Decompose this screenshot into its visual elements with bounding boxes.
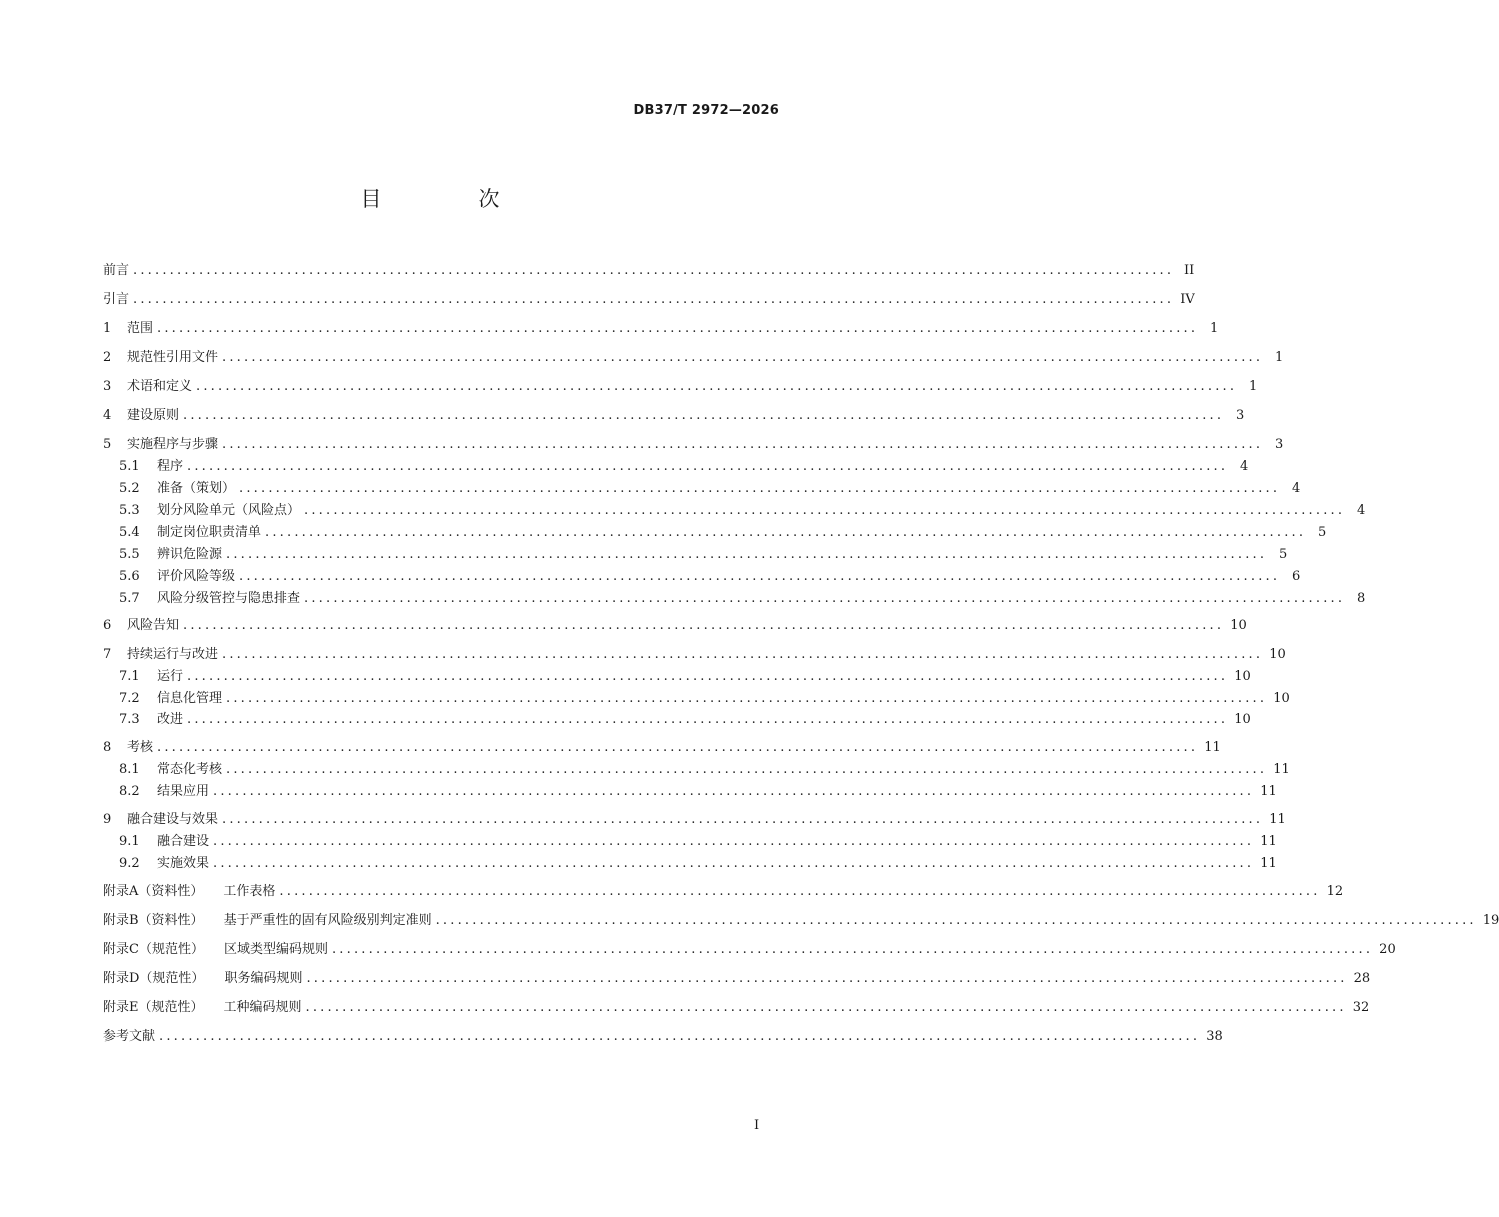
toc-entry-number: 5.6 xyxy=(119,569,140,584)
toc-entry-title: 术语和定义 xyxy=(127,379,193,394)
toc-entry-9-2[interactable] xyxy=(119,855,1277,873)
toc-page-number: 10 xyxy=(1234,712,1251,727)
page-title: 目 次 xyxy=(360,187,538,211)
dot-leader: .............................................................................................................................................. xyxy=(265,525,1307,540)
toc-page-number: 19 xyxy=(1482,913,1499,928)
toc-entry-title: 前言 xyxy=(103,263,130,278)
toc-entry-7[interactable] xyxy=(103,646,1286,664)
toc-entry-number: 6 xyxy=(103,618,112,633)
toc-page-number: 38 xyxy=(1206,1029,1223,1044)
toc-entry-5-1[interactable] xyxy=(119,458,1249,476)
toc-entry-title: 考核 xyxy=(127,740,154,755)
toc-entry-title: 工种编码规则 xyxy=(223,1000,302,1015)
toc-page-number: 11 xyxy=(1260,834,1277,849)
toc-entry-title: 风险分级管控与隐患排查 xyxy=(157,591,301,606)
dot-leader: .............................................................................................................................................. xyxy=(187,712,1229,727)
dot-leader: .............................................................................................................................................. xyxy=(159,1029,1201,1044)
toc-entry-title: 持续运行与改进 xyxy=(127,647,219,662)
toc-entry-5-6[interactable] xyxy=(119,568,1301,586)
toc-entry-title: 常态化考核 xyxy=(157,762,223,777)
dot-leader: .............................................................................................................................................. xyxy=(239,481,1281,496)
toc-entry-title: 实施效果 xyxy=(157,856,210,871)
toc-entry-title: 引言 xyxy=(103,292,130,307)
toc-entry-number: 9 xyxy=(103,812,112,827)
toc-entry-number: 附录B（资料性） xyxy=(103,913,204,928)
toc-entry-2[interactable] xyxy=(103,349,1284,367)
toc-entry-preface[interactable] xyxy=(103,262,1195,280)
toc-page-number: 3 xyxy=(1235,408,1245,423)
toc-entry-number: 附录C（规范性） xyxy=(103,942,204,957)
toc-entry-number: 3 xyxy=(103,379,112,394)
toc-entry-title: 信息化管理 xyxy=(157,691,223,706)
toc-entry-title: 范围 xyxy=(127,321,154,336)
toc-page-number: 10 xyxy=(1273,691,1290,706)
toc-entry-5-3[interactable] xyxy=(119,502,1366,520)
toc-entry-title: 程序 xyxy=(157,459,184,474)
dot-leader: .............................................................................................................................................. xyxy=(222,437,1264,452)
dot-leader: .............................................................................................................................................. xyxy=(196,379,1238,394)
dot-leader: .............................................................................................................................................. xyxy=(222,350,1264,365)
dot-leader: .............................................................................................................................................. xyxy=(157,740,1199,755)
dot-leader: .............................................................................................................................................. xyxy=(133,292,1175,307)
toc-entry-number: 7 xyxy=(103,647,112,662)
toc-entry-introduction[interactable] xyxy=(103,291,1195,309)
toc-entry-annex-c[interactable] xyxy=(103,941,1396,959)
toc-entry-title: 融合建设 xyxy=(157,834,210,849)
dot-leader: .............................................................................................................................................. xyxy=(226,547,1268,562)
toc-page-number: 5 xyxy=(1278,547,1288,562)
toc-entry-3[interactable] xyxy=(103,378,1258,396)
toc-entry-title: 区域类型编码规则 xyxy=(223,942,328,957)
toc-entry-title: 结果应用 xyxy=(157,784,210,799)
toc-entry-annex-d[interactable] xyxy=(103,970,1371,988)
toc-entry-number: 8.1 xyxy=(119,762,140,777)
toc-entry-5[interactable] xyxy=(103,436,1284,454)
toc-entry-number: 5.7 xyxy=(119,591,140,606)
toc-entry-number: 9.2 xyxy=(119,856,140,871)
dot-leader: .............................................................................................................................................. xyxy=(304,503,1346,518)
toc-entry-number: 5.5 xyxy=(119,547,140,562)
toc-page-number: 1 xyxy=(1274,350,1284,365)
toc-page-number: 10 xyxy=(1230,618,1247,633)
dot-leader: .............................................................................................................................................. xyxy=(213,834,1255,849)
dot-leader: .............................................................................................................................................. xyxy=(157,321,1199,336)
toc-entry-title: 辨识危险源 xyxy=(157,547,223,562)
toc-page-number: 10 xyxy=(1234,669,1251,684)
toc-entry-title: 运行 xyxy=(157,669,184,684)
toc-entry-bibliography[interactable] xyxy=(103,1028,1223,1046)
dot-leader: .............................................................................................................................................. xyxy=(187,669,1229,684)
toc-page-number: II xyxy=(1183,263,1195,278)
toc-entry-number: 7.2 xyxy=(119,691,140,706)
dot-leader: .............................................................................................................................................. xyxy=(213,784,1255,799)
toc-entry-9[interactable] xyxy=(103,811,1286,829)
toc-entry-number: 7.3 xyxy=(119,712,140,727)
toc-page-number: 28 xyxy=(1353,971,1371,986)
toc-entry-number: 5.1 xyxy=(119,459,140,474)
toc-page-number: 11 xyxy=(1260,856,1277,871)
toc-entry-number: 附录D（规范性） xyxy=(103,971,205,986)
toc-entry-title: 融合建设与效果 xyxy=(127,812,219,827)
toc-page-number: 5 xyxy=(1317,525,1327,540)
footer-page-number: I xyxy=(754,1118,760,1133)
toc-entry-number: 附录E（规范性） xyxy=(103,1000,204,1015)
toc-entry-number: 1 xyxy=(103,321,112,336)
toc-entry-number: 2 xyxy=(103,350,112,365)
toc-entry-title: 制定岗位职责清单 xyxy=(157,525,262,540)
toc-entry-title: 实施程序与步骤 xyxy=(127,437,219,452)
toc-entry-5-2[interactable] xyxy=(119,480,1301,498)
toc-entry-title: 参考文献 xyxy=(103,1029,156,1044)
toc-entry-1[interactable] xyxy=(103,320,1219,338)
toc-entry-title: 职务编码规则 xyxy=(224,971,303,986)
toc-entry-annex-e[interactable] xyxy=(103,999,1370,1017)
toc-page-number: 11 xyxy=(1273,762,1290,777)
dot-leader: .............................................................................................................................................. xyxy=(213,856,1255,871)
toc-entry-title: 准备（策划） xyxy=(157,481,236,496)
dot-leader: .............................................................................................................................................. xyxy=(226,762,1268,777)
toc-entry-title: 划分风险单元（风险点） xyxy=(157,503,301,518)
toc-entry-number: 5.3 xyxy=(119,503,140,518)
toc-entry-title: 工作表格 xyxy=(223,884,276,899)
toc-entry-8[interactable] xyxy=(103,739,1221,757)
dot-leader: .............................................................................................................................................. xyxy=(279,884,1321,899)
toc-entry-7-1[interactable] xyxy=(119,668,1251,686)
toc-entry-number: 8.2 xyxy=(119,784,140,799)
toc-entry-8-2[interactable] xyxy=(119,783,1277,801)
toc-page-number: 20 xyxy=(1379,942,1396,957)
dot-leader: .............................................................................................................................................. xyxy=(305,1000,1347,1015)
toc-entry-7-2[interactable] xyxy=(119,690,1290,708)
toc-entry-number: 5.2 xyxy=(119,481,140,496)
dot-leader: .............................................................................................................................................. xyxy=(222,647,1264,662)
toc-entry-annex-b[interactable] xyxy=(103,912,1499,930)
toc-page-number: IV xyxy=(1180,292,1195,307)
dot-leader: .............................................................................................................................................. xyxy=(187,459,1229,474)
toc-page-number: 4 xyxy=(1356,503,1366,518)
toc-entry-8-1[interactable] xyxy=(119,761,1290,779)
toc-entry-title: 建设原则 xyxy=(127,408,180,423)
toc-entry-9-1[interactable] xyxy=(119,833,1277,851)
toc-entry-annex-a[interactable] xyxy=(103,883,1344,901)
toc-page-number: 3 xyxy=(1274,437,1284,452)
dot-leader: .............................................................................................................................................. xyxy=(222,812,1264,827)
dot-leader: .............................................................................................................................................. xyxy=(331,942,1374,957)
toc-page-number: 1 xyxy=(1248,379,1258,394)
toc-entry-title: 基于严重性的固有风险级别判定准则 xyxy=(223,913,432,928)
dot-leader: .............................................................................................................................................. xyxy=(435,913,1477,928)
toc-page-number: 4 xyxy=(1239,459,1249,474)
toc-entry-7-3[interactable] xyxy=(119,711,1251,729)
document-code: DB37/T 2972—2026 xyxy=(633,103,779,118)
dot-leader: .............................................................................................................................................. xyxy=(183,618,1225,633)
dot-leader: .............................................................................................................................................. xyxy=(304,591,1346,606)
toc-entry-6[interactable] xyxy=(103,617,1247,635)
toc-page-number: 8 xyxy=(1356,591,1366,606)
toc-entry-5-4[interactable] xyxy=(119,524,1327,542)
dot-leader: .............................................................................................................................................. xyxy=(226,691,1268,706)
toc-entry-number: 附录A（资料性） xyxy=(103,884,204,899)
toc-page-number: 11 xyxy=(1269,812,1286,827)
toc-entry-number: 5.4 xyxy=(119,525,140,540)
toc-page-number: 1 xyxy=(1209,321,1219,336)
toc-entry-number: 9.1 xyxy=(119,834,140,849)
dot-leader: .............................................................................................................................................. xyxy=(133,263,1175,278)
dot-leader: .............................................................................................................................................. xyxy=(239,569,1281,584)
dot-leader: .............................................................................................................................................. xyxy=(306,971,1348,986)
toc-entry-number: 5 xyxy=(103,437,112,452)
toc-page-number: 12 xyxy=(1326,884,1344,899)
toc-page-number: 6 xyxy=(1291,569,1301,584)
toc-entry-number: 7.1 xyxy=(119,669,140,684)
toc-entry-5-5[interactable] xyxy=(119,546,1288,564)
toc-page-number: 4 xyxy=(1291,481,1301,496)
toc-entry-title: 改进 xyxy=(157,712,184,727)
toc-page-number: 11 xyxy=(1204,740,1221,755)
toc-entry-title: 规范性引用文件 xyxy=(127,350,219,365)
toc-entry-title: 评价风险等级 xyxy=(157,569,236,584)
toc-page-number: 10 xyxy=(1269,647,1286,662)
toc-entry-4[interactable] xyxy=(103,407,1245,425)
dot-leader: .............................................................................................................................................. xyxy=(183,408,1225,423)
toc-entry-5-7[interactable] xyxy=(119,590,1366,608)
toc-entry-title: 风险告知 xyxy=(127,618,180,633)
toc-entry-number: 4 xyxy=(103,408,112,423)
toc-entry-number: 8 xyxy=(103,740,112,755)
toc-page-number: 11 xyxy=(1260,784,1277,799)
toc-page-number: 32 xyxy=(1352,1000,1370,1015)
